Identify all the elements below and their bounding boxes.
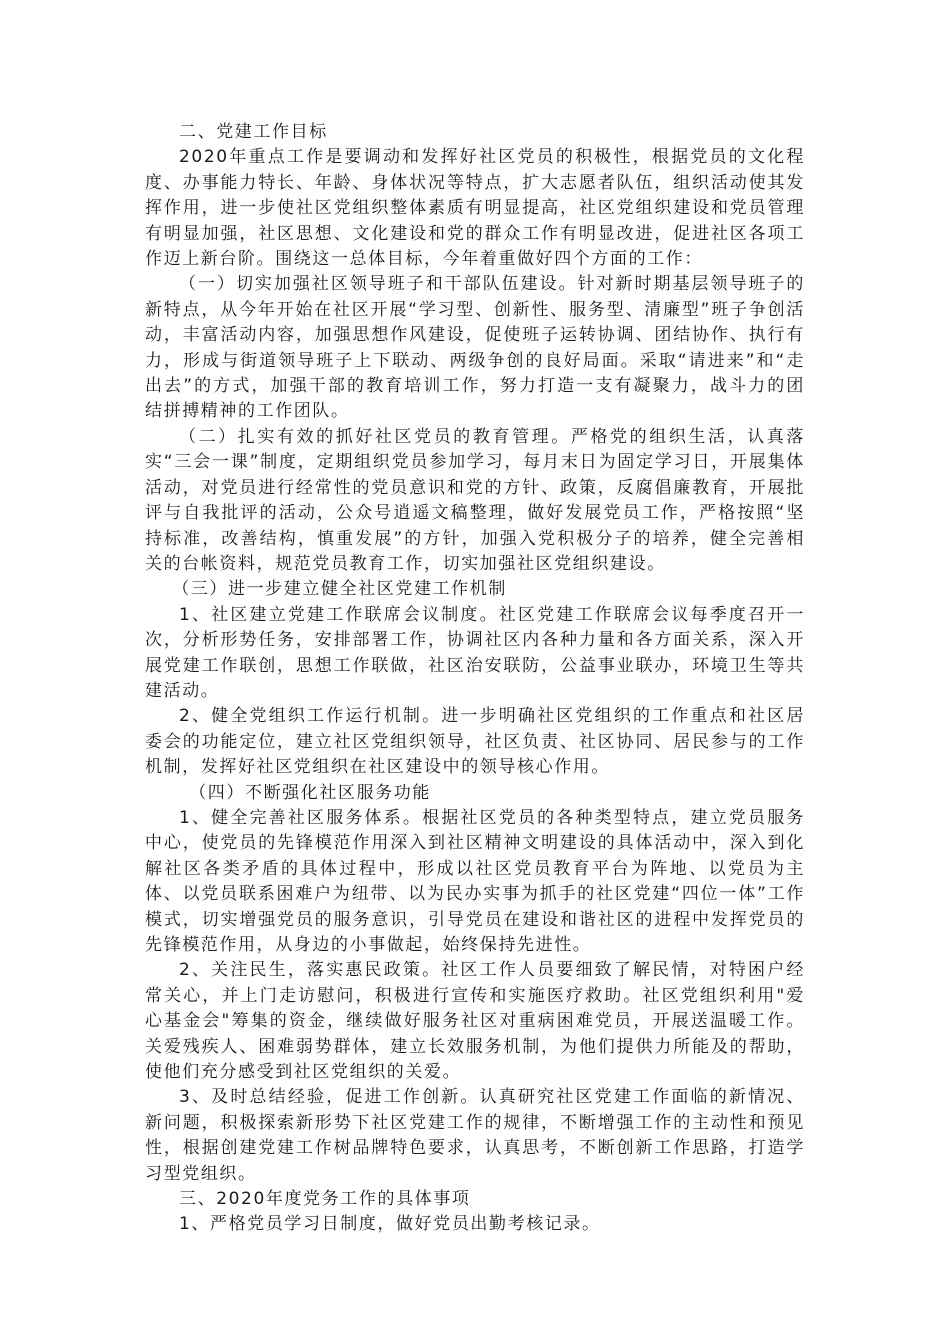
paragraph-mechanism-2: 2、健全党组织工作运行机制。进一步明确社区党组织的工作重点和社区居委会的功能定位，建立社区党组织领导，社区负责、社区协同、居民参与的工作机制，发挥好社区党组织在社区建设中的领导核心作用。: [145, 706, 805, 778]
section-heading-goals: 二、党建工作目标: [179, 122, 328, 142]
paragraph-service-3: 3、及时总结经验，促进工作创新。认真研究社区党建工作面临的新情况、新问题，积极探索新形势下社区党建工作的规律，不断增强工作的主动性和预见性，根据创建党建工作树品牌特色要求，认真思考，不断创新工作思路，打造学习型党组织。: [145, 1087, 805, 1184]
paragraph-item-2-education: （二）扎实有效的抓好社区党员的教育管理。严格党的组织生活，认真落实“三会一课”制度，定期组织党员参加学习，每月末日为固定学习日，开展集体活动，对党员进行经常性的党员意识和党的方针、政策，反腐倡廉教育，开展批评与自我批评的活动，公众号逍遥文稿整理，做好发展党员工作，严格按照“坚持标准，改善结构，慎重发展”的方针，加强入党积极分子的培养，健全完善相关的台帐资料，规范党员教育工作，切实加强社区党组织建设。: [145, 426, 805, 574]
section-heading-tasks: 三、2020年度党务工作的具体事项: [179, 1189, 471, 1210]
paragraph-2020-key-work: 2020年重点工作是要调动和发挥好社区党员的积极性，根据党员的文化程度、办事能力特长、年龄、身体状况等特点，扩大志愿者队伍，组织活动使其发挥作用，进一步使社区党组织整体素质有明显提高，社区党组织建设和党员管理有明显加强，社区思想、文化建设和党的群众工作有明显改进，促进社区各项工作迈上新台阶。围绕这一总体目标，今年着重做好四个方面的工作：: [145, 147, 805, 270]
paragraph-service-2: 2、关注民生，落实惠民政策。社区工作人员要细致了解民情，对特困户经常关心，并上门走访慰问，积极进行宣传和实施医疗救助。社区党组织利用"爱心基金会"筹集的资金，继续做好服务社区对重病困难党员，开展送温暖工作。关爱残疾人、困难弱势群体，建立长效服务机制，为他们提供力所能及的帮助，使他们充分感受到社区党组织的关爱。: [145, 960, 805, 1083]
paragraph-task-1: 1、严格党员学习日制度，做好党员出勤考核记录。: [179, 1214, 601, 1235]
sub-heading-service: （四）不断强化社区服务功能: [189, 782, 431, 803]
paragraph-mechanism-1: 1、社区建立党建工作联席会议制度。社区党建工作联席会议每季度召开一次，分析形势任务，安排部署工作，协调社区内各种力量和各方面关系，深入开展党建工作联创，思想工作联做，社区治安联防，公益事业联办，环境卫生等共建活动。: [145, 604, 805, 701]
paragraph-item-1-leadership: （一）切实加强社区领导班子和干部队伍建设。针对新时期基层领导班子的新特点，从今年开始在社区开展“学习型、创新性、服务型、清廉型”班子争创活动，丰富活动内容，加强思想作风建设，促使班子运转协调、团结协作、执行有力，形成与街道领导班子上下联动、两级争创的良好局面。采取“请进来”和“走出去”的方式，加强干部的教育培训工作，努力打造一支有凝聚力，战斗力的团结拼搏精神的工作团队。: [145, 274, 805, 422]
paragraph-service-1: 1、健全完善社区服务体系。根据社区党员的各种类型特点，建立党员服务中心，使党员的先锋模范作用深入到社区精神文明建设的具体活动中，深入到化解社区各类矛盾的具体过程中，形成以社区党员教育平台为阵地、以党员为主体、以党员联系困难户为纽带、以为民办实事为抓手的社区党建“四位一体”工作模式，切实增强党员的服务意识，引导党员在建设和谐社区的进程中发挥党员的先锋模范作用，从身边的小事做起，始终保持先进性。: [145, 807, 805, 955]
document-body: [145, 120, 805, 1238]
sub-heading-mechanism: （三）进一步建立健全社区党建工作机制: [172, 579, 507, 600]
